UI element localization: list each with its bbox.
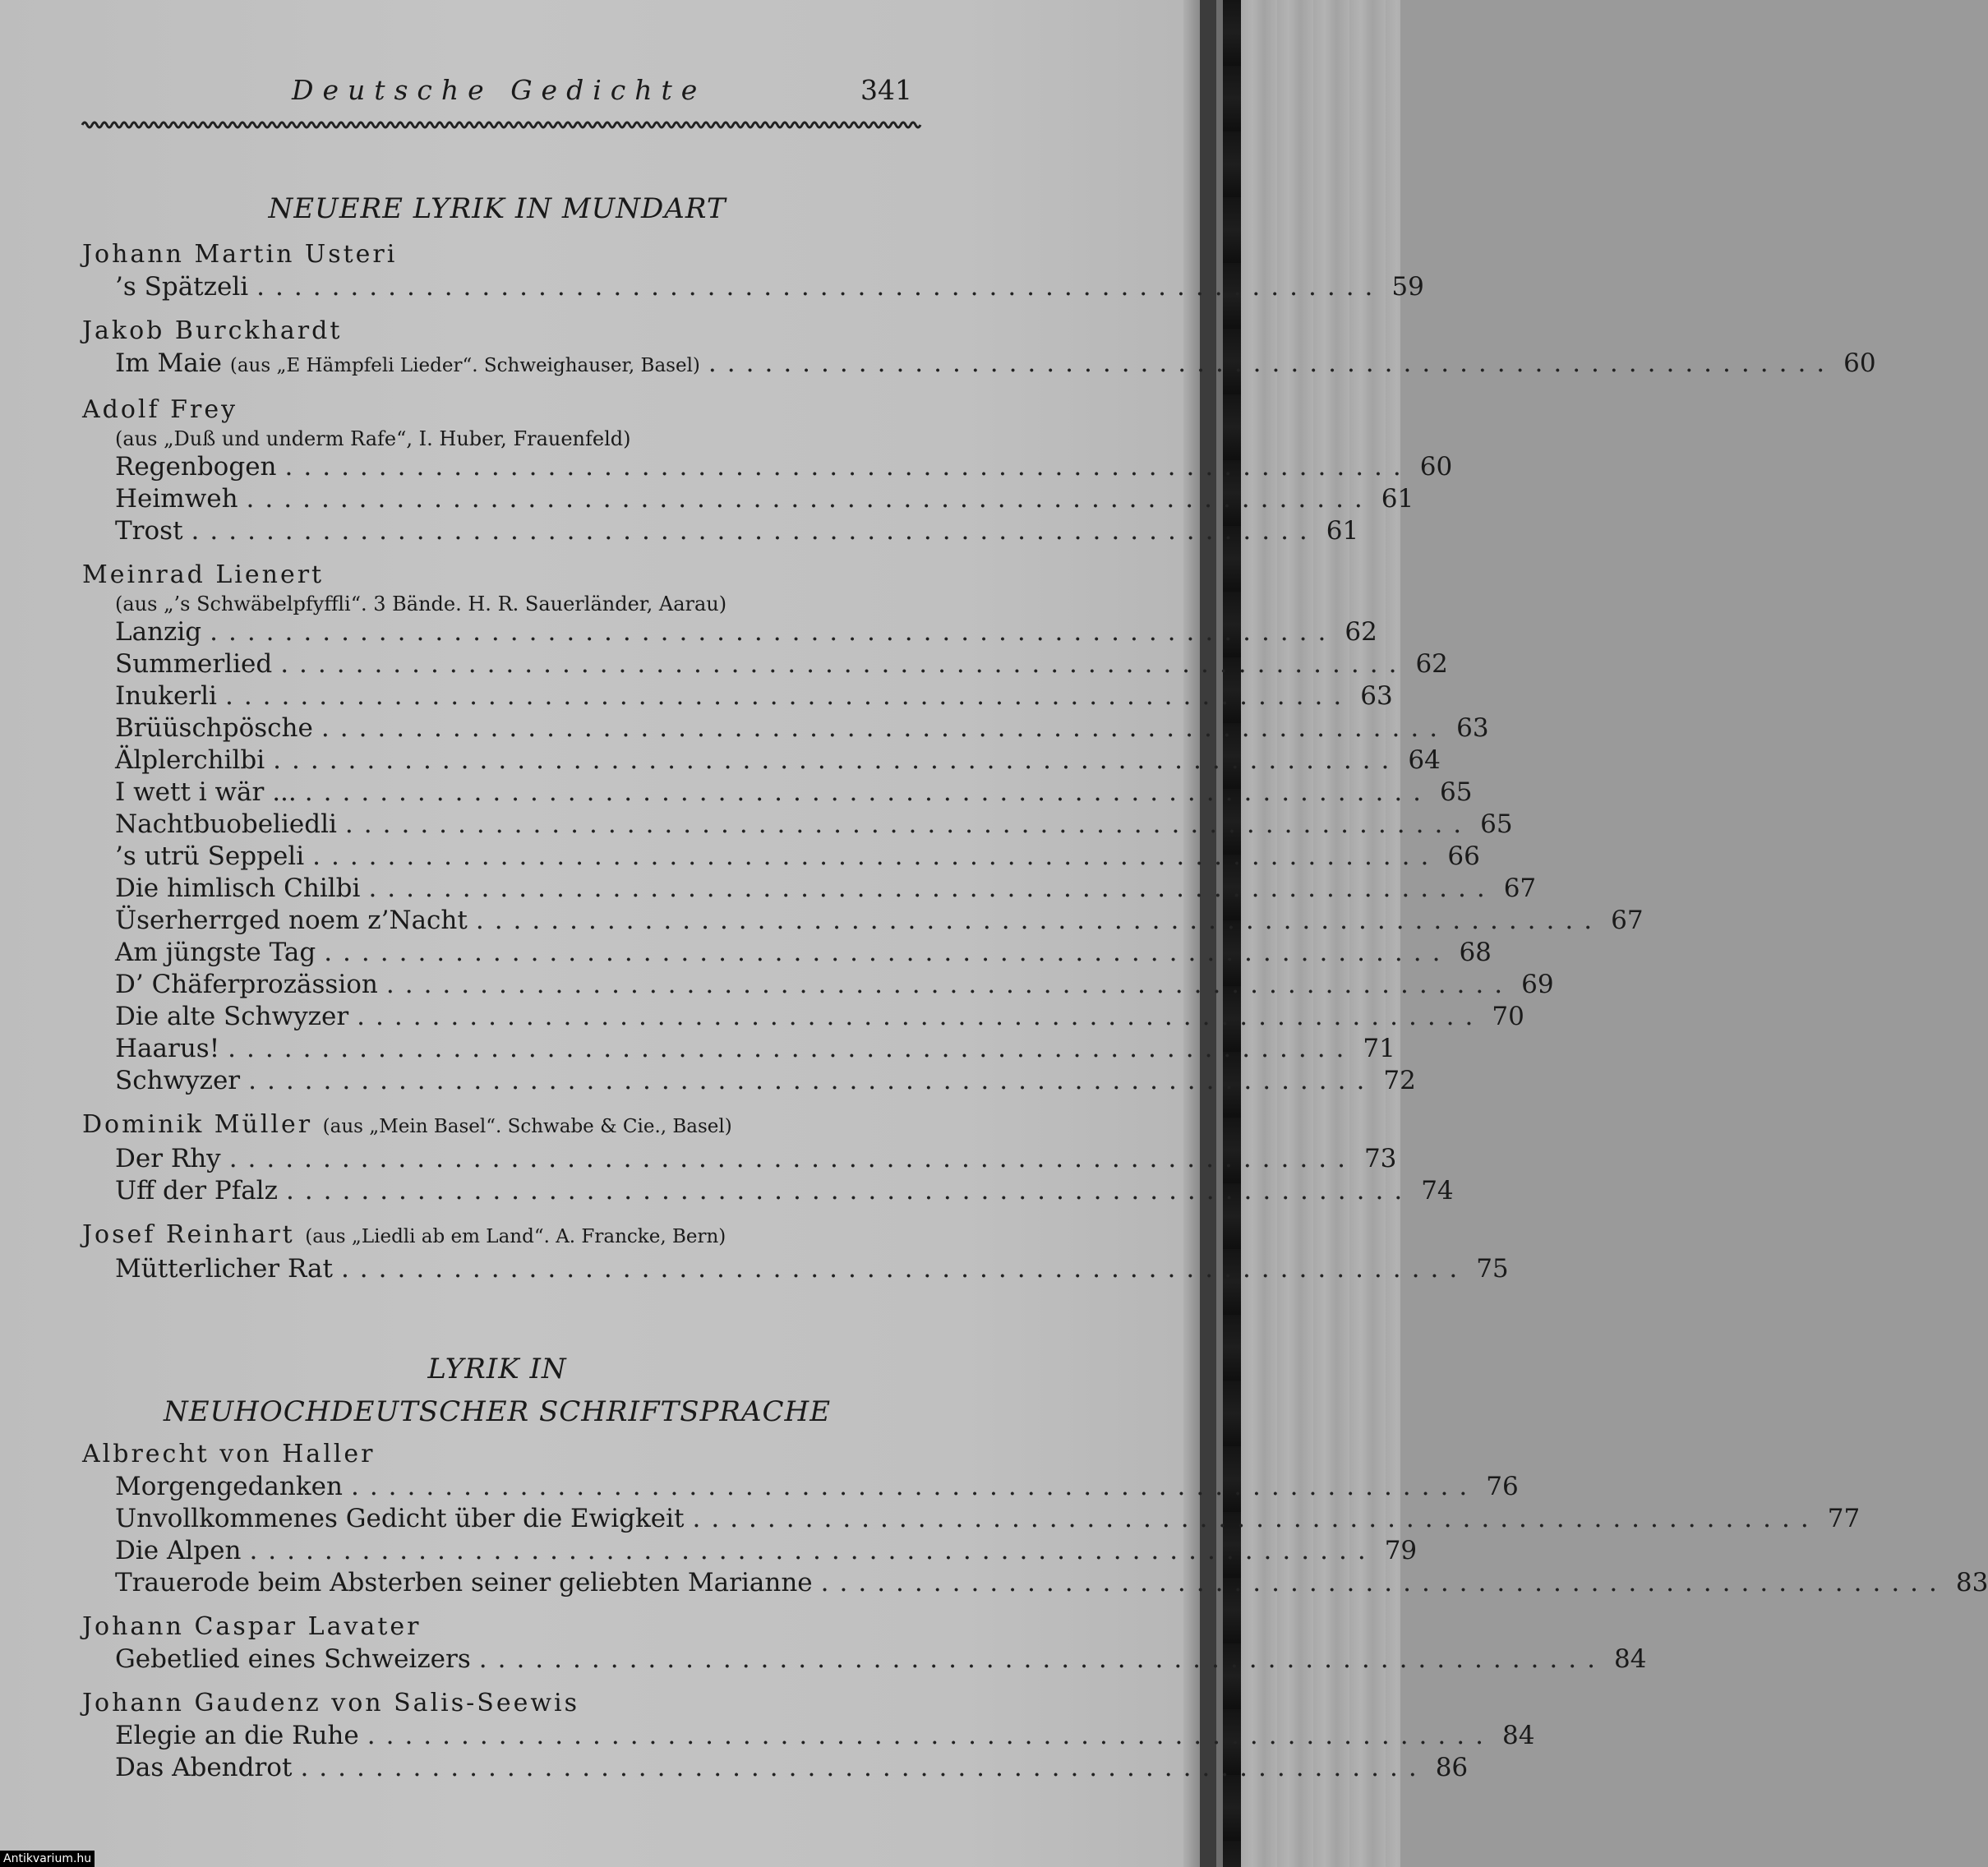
author-block: [82, 1109, 1454, 1207]
author-source: (aus „’s Schwäbelpfyffli“. 3 Bände. H. R. Sauerländer, Aarau): [115, 592, 727, 615]
entry-title: [115, 969, 378, 1001]
toc-entry: [82, 348, 1876, 382]
author-name: Johann Caspar Lavater: [82, 1612, 422, 1641]
entry-title-text: Im Maie: [115, 348, 222, 378]
entry-page: 73: [1363, 1144, 1397, 1173]
dot-leader: ............................................................: [280, 649, 1408, 679]
entry-title: [115, 905, 468, 937]
entry-title: [115, 712, 313, 744]
toc-entry: [82, 841, 1480, 873]
toc-entry: [82, 1503, 1861, 1535]
entry-title: [115, 1720, 359, 1752]
entry-title-text: Trauerode beim Absterben seiner geliebten Marianne: [115, 1568, 813, 1597]
author-line: [82, 559, 912, 592]
entry-page: 84: [1501, 1721, 1535, 1750]
entry-title-text: Heimweh: [115, 484, 238, 514]
dot-leader: ............................................................: [210, 617, 1337, 647]
dot-leader: ............................................................: [350, 1472, 1478, 1501]
toc-entry: [82, 905, 1644, 937]
entry-title: [115, 937, 316, 969]
entry-page: 62: [1415, 649, 1448, 679]
entry-page: 68: [1459, 938, 1492, 967]
entry-title-text: Schwyzer: [115, 1066, 241, 1095]
entry-title: [115, 1752, 292, 1784]
toc-entry: [82, 969, 1554, 1001]
entry-title-text: Älplerchilbi: [115, 745, 265, 775]
author-source: (aus „Duß und underm Rafe“, I. Huber, Frauenfeld): [115, 427, 631, 450]
author-block: [82, 559, 1644, 1097]
entry-title-text: Der Rhy: [115, 1144, 221, 1173]
entry-page: 74: [1421, 1176, 1454, 1205]
entry-page: 70: [1492, 1002, 1524, 1031]
dot-leader: ............................................................: [478, 1644, 1606, 1674]
entry-title: [115, 744, 265, 777]
dot-leader: ............................................................: [248, 1066, 1376, 1095]
author-name: Albrecht von Haller: [82, 1440, 376, 1468]
author-line: [82, 1611, 912, 1643]
author-name: Dominik Müller: [82, 1110, 313, 1139]
entry-title-text: Das Abendrot: [115, 1753, 293, 1782]
dot-leader: ............................................................: [820, 1568, 1948, 1597]
entry-title-text: Brüüschpösche: [115, 713, 313, 743]
entry-page: 75: [1476, 1254, 1509, 1284]
dot-leader: ............................................................: [385, 970, 1514, 999]
entry-title: [115, 680, 217, 712]
toc-entry: [82, 451, 1453, 483]
running-title: Deutsche Gedichte: [292, 74, 707, 106]
entry-page: 71: [1363, 1034, 1395, 1063]
entry-page: 67: [1611, 906, 1644, 935]
toc-entry: [82, 616, 1377, 648]
toc-entry: [82, 777, 1473, 809]
entry-title-text: Trost: [115, 516, 183, 546]
entry-title-text: Uff der Pfalz: [115, 1176, 278, 1205]
dot-leader: ............................................................: [228, 1034, 1355, 1063]
entry-title: [115, 841, 304, 873]
author-block: [82, 1219, 1509, 1285]
entry-note: (aus „E Hämpfeli Lieder“. Schweighauser, Basel): [229, 355, 700, 376]
entry-title-text: Elegie an die Ruhe: [115, 1721, 359, 1750]
entry-title: [115, 1033, 219, 1065]
toc-entry: [82, 1643, 1647, 1676]
toc-entry: [82, 809, 1513, 841]
entry-title-text: Die Alpen: [115, 1536, 242, 1565]
entry-title: [115, 648, 272, 680]
toc-entry: [82, 1033, 1395, 1065]
table-of-contents: [82, 49, 1988, 1796]
section-schriftsprache: [82, 1438, 1988, 1784]
entry-title-text: Inukerli: [115, 681, 217, 711]
author-line: [82, 315, 912, 348]
entry-page: 60: [1843, 348, 1876, 378]
dot-leader: ............................................................: [324, 938, 1451, 967]
toc-entry: [82, 1752, 1469, 1784]
author-line: [82, 1219, 912, 1253]
dot-leader: ............................................................: [285, 1176, 1414, 1205]
author-block: [82, 238, 1424, 303]
dot-leader: ............................................................: [475, 906, 1603, 935]
entry-page: 65: [1440, 777, 1473, 807]
toc-entry: [82, 271, 1424, 303]
entry-title-text: Summerlied: [115, 649, 273, 679]
dot-leader: ............................................................: [273, 745, 1400, 775]
entry-title: [115, 451, 277, 483]
entry-title-text: Am jüngste Tag: [115, 938, 316, 967]
toc-entry: [82, 1065, 1416, 1097]
entry-title-text: Morgengedanken: [115, 1472, 343, 1501]
author-block: [82, 1687, 1535, 1784]
entry-page: 67: [1503, 874, 1537, 903]
entry-title-text: ’s Spätzeli: [115, 272, 249, 302]
dot-leader: ............................................................: [344, 809, 1473, 839]
entry-title: [115, 483, 238, 515]
dot-leader: ............................................................: [246, 484, 1373, 514]
entry-title-text: I wett i wär ...: [115, 777, 297, 807]
section-title-line1: LYRIK IN: [427, 1353, 567, 1385]
entry-title-text: Die himlisch Chilbi: [115, 874, 361, 903]
author-name: Jakob Burckhardt: [82, 316, 343, 345]
dot-leader: ............................................................: [340, 1254, 1469, 1284]
author-name: Johann Gaudenz von Salis-Seewis: [82, 1689, 580, 1717]
entry-title: [115, 777, 297, 809]
entry-title-text: Haarus!: [115, 1034, 220, 1063]
author-name: Josef Reinhart: [82, 1220, 295, 1249]
dot-leader: ............................................................: [312, 841, 1440, 871]
author-block: [82, 1611, 1647, 1676]
entry-title-text: Lanzig: [115, 617, 202, 647]
dot-leader: ............................................................: [249, 1536, 1377, 1565]
entry-title: [115, 1001, 348, 1033]
entry-page: 59: [1391, 272, 1424, 302]
entry-title-text: Die alte Schwyzer: [115, 1002, 349, 1031]
toc-entry: [82, 937, 1492, 969]
dot-leader: ............................................................: [692, 1504, 1820, 1533]
toc-entry: [82, 1143, 1397, 1175]
dot-leader: ............................................................: [321, 713, 1449, 743]
entry-page: 86: [1435, 1753, 1469, 1782]
toc-entry: [82, 712, 1489, 744]
toc-entry: [82, 744, 1441, 777]
entry-title: [115, 616, 201, 648]
entry-title: [115, 873, 360, 905]
author-block: [82, 315, 1876, 382]
dot-leader: ............................................................: [228, 1144, 1356, 1173]
entry-page: 79: [1384, 1536, 1418, 1565]
entry-page: 76: [1486, 1472, 1519, 1501]
toc-entry: [82, 648, 1448, 680]
entry-title: [115, 1471, 343, 1503]
toc-entry: [82, 1535, 1418, 1567]
author-line: [82, 394, 912, 426]
author-block: [82, 1438, 1988, 1599]
entry-page: 83: [1955, 1568, 1988, 1597]
author-line: [82, 1109, 912, 1143]
dot-leader: ............................................................: [368, 874, 1496, 903]
entry-title: [115, 1175, 278, 1207]
dot-leader: ............................................................: [304, 777, 1432, 807]
entry-title-text: Gebetlied eines Schweizers: [115, 1644, 471, 1674]
page-header: [82, 49, 912, 106]
entry-title: [115, 348, 700, 382]
watermark: Antikvarium.hu: [0, 1851, 95, 1867]
entry-title-text: Unvollkommenes Gedicht über die Ewigkeit: [115, 1504, 685, 1533]
author-source: (aus „Liedli ab em Land“. A. Francke, Bern): [305, 1226, 726, 1247]
dot-leader: ............................................................: [191, 516, 1318, 546]
dot-leader: ............................................................: [256, 272, 1384, 302]
entry-page: 61: [1381, 484, 1414, 514]
dot-leader: ............................................................: [367, 1721, 1494, 1750]
author-line: [82, 1687, 912, 1720]
entry-title-text: Mütterlicher Rat: [115, 1254, 333, 1284]
toc-entry: [82, 1253, 1509, 1285]
dot-leader: ............................................................: [357, 1002, 1484, 1031]
entry-title: [115, 1065, 240, 1097]
dot-leader: ............................................................: [300, 1753, 1428, 1782]
entry-title: [115, 1253, 333, 1285]
entry-title: [115, 271, 248, 303]
dot-leader: ............................................................: [224, 681, 1353, 711]
entry-title: [115, 1143, 221, 1175]
entry-title: [115, 1567, 813, 1599]
entry-title-text: D’ Chäferprozässion: [115, 970, 378, 999]
entry-page: 69: [1521, 970, 1554, 999]
entry-title-text: Nachtbuobeliedli: [115, 809, 337, 839]
author-line: [82, 238, 912, 271]
author-line: [82, 1438, 912, 1471]
entry-page: 62: [1345, 617, 1377, 647]
toc-entry: [82, 1567, 1988, 1599]
entry-page: 61: [1326, 516, 1359, 546]
entry-title: [115, 1535, 241, 1567]
section-mundart: [82, 238, 1876, 1285]
toc-entry: [82, 515, 1359, 547]
toc-entry: [82, 680, 1393, 712]
dot-leader: ............................................................: [708, 348, 1836, 378]
entry-page: 64: [1408, 745, 1441, 775]
author-block: [82, 394, 1453, 547]
entry-title-text: Regenbogen: [115, 452, 277, 482]
entry-page: 66: [1447, 841, 1480, 871]
toc-entry: [82, 483, 1414, 515]
section-title: NEUERE LYRIK IN MUNDART: [268, 192, 726, 225]
author-name: Johann Martin Usteri: [82, 240, 398, 269]
entry-page: 63: [1456, 713, 1489, 743]
author-name: Meinrad Lienert: [82, 560, 325, 589]
entry-title: [115, 1643, 471, 1676]
author-name: Adolf Frey: [82, 395, 238, 424]
entry-title: [115, 809, 337, 841]
toc-entry: [82, 1175, 1454, 1207]
toc-entry: [82, 1471, 1519, 1503]
entry-title: [115, 1503, 684, 1535]
section-title-line2: NEUHOCHDEUTSCHER SCHRIFTSPRACHE: [163, 1395, 832, 1428]
entry-title-text: ’s utrü Seppeli: [115, 841, 305, 871]
toc-entry: [82, 873, 1537, 905]
entry-page: 65: [1480, 809, 1513, 839]
entry-page: 77: [1827, 1504, 1861, 1533]
entry-page: 72: [1383, 1066, 1416, 1095]
page-number: 341: [860, 74, 912, 106]
entry-page: 63: [1360, 681, 1393, 711]
toc-entry: [82, 1720, 1535, 1752]
entry-title: [115, 515, 183, 547]
wave-rule-ornament: [82, 118, 912, 131]
author-source: (aus „Mein Basel“. Schwabe & Cie., Basel): [322, 1116, 732, 1137]
dot-leader: ............................................................: [284, 452, 1412, 482]
entry-page: 84: [1613, 1644, 1647, 1674]
entry-title-text: Üserherrged noem z’Nacht: [115, 906, 468, 935]
toc-entry: [82, 1001, 1524, 1033]
entry-page: 60: [1419, 452, 1453, 482]
